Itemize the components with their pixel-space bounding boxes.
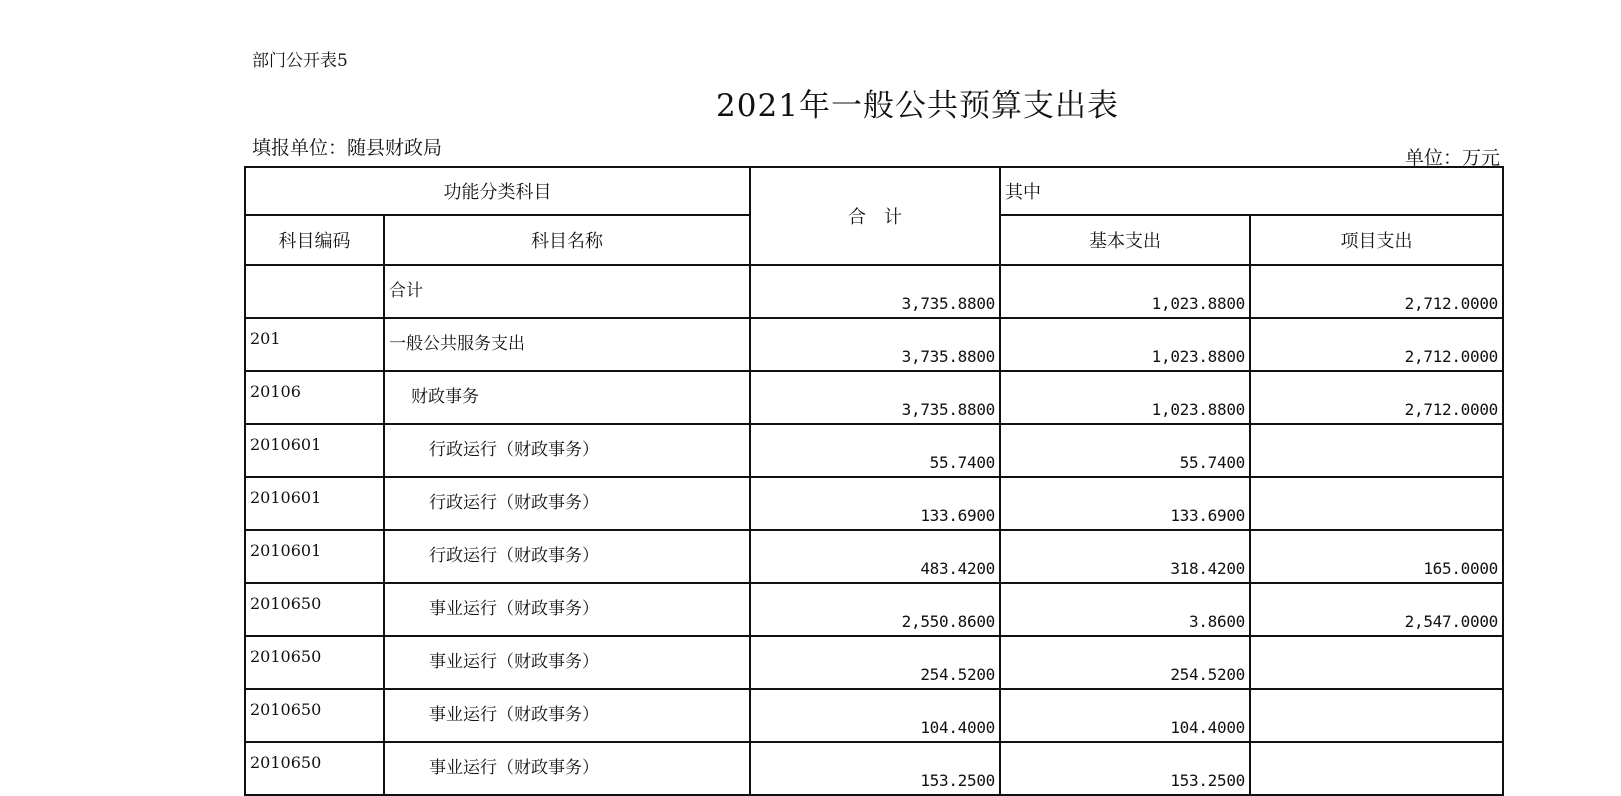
cell-code: 2010650 xyxy=(245,689,384,742)
cell-code: 2010650 xyxy=(245,636,384,689)
cell-total: 55.7400 xyxy=(750,424,1000,477)
cell-basic: 133.6900 xyxy=(1000,477,1250,530)
cell-code xyxy=(245,265,384,318)
cell-code: 2010650 xyxy=(245,742,384,795)
budget-table xyxy=(244,166,1504,796)
cell-basic: 55.7400 xyxy=(1000,424,1250,477)
cell-project: 2,712.0000 xyxy=(1250,318,1503,371)
cell-basic: 318.4200 xyxy=(1000,530,1250,583)
cell-name: 合计 xyxy=(384,265,750,318)
cell-name: 行政运行（财政事务） xyxy=(384,530,750,583)
cell-code: 20106 xyxy=(245,371,384,424)
cell-name: 事业运行（财政事务） xyxy=(384,636,750,689)
reporting-unit: 填报单位：随县财政局 xyxy=(252,137,443,159)
table-row xyxy=(245,265,1503,318)
cell-project: 2,547.0000 xyxy=(1250,583,1503,636)
cell-basic: 1,023.8800 xyxy=(1000,318,1250,371)
cell-total: 483.4200 xyxy=(750,530,1000,583)
cell-name: 财政事务 xyxy=(384,371,750,424)
cell-basic: 1,023.8800 xyxy=(1000,371,1250,424)
cell-total: 3,735.8800 xyxy=(750,265,1000,318)
cell-name: 事业运行（财政事务） xyxy=(384,742,750,795)
cell-code: 2010601 xyxy=(245,530,384,583)
table-row xyxy=(245,318,1503,371)
table-row xyxy=(245,689,1503,742)
header-category: 功能分类科目 xyxy=(245,167,750,215)
header-name: 科目名称 xyxy=(384,215,750,265)
cell-name: 一般公共服务支出 xyxy=(384,318,750,371)
table-row xyxy=(245,636,1503,689)
cell-project: 165.0000 xyxy=(1250,530,1503,583)
header-project: 项目支出 xyxy=(1250,215,1503,265)
table-row xyxy=(245,583,1503,636)
header-basic: 基本支出 xyxy=(1000,215,1250,265)
cell-basic: 1,023.8800 xyxy=(1000,265,1250,318)
header-of-which: 其中 xyxy=(1000,167,1503,215)
cell-total: 3,735.8800 xyxy=(750,371,1000,424)
cell-total: 3,735.8800 xyxy=(750,318,1000,371)
cell-name: 行政运行（财政事务） xyxy=(384,424,750,477)
header-total: 合 计 xyxy=(750,167,1000,265)
cell-name: 事业运行（财政事务） xyxy=(384,689,750,742)
cell-basic: 3.8600 xyxy=(1000,583,1250,636)
cell-code: 2010601 xyxy=(245,477,384,530)
table-row xyxy=(245,742,1503,795)
currency-unit: 单位：万元 xyxy=(1404,147,1500,169)
cell-name: 事业运行（财政事务） xyxy=(384,583,750,636)
cell-code: 2010650 xyxy=(245,583,384,636)
cell-project xyxy=(1250,424,1503,477)
cell-name: 行政运行（财政事务） xyxy=(384,477,750,530)
form-number: 部门公开表5 xyxy=(252,51,348,71)
cell-basic: 153.2500 xyxy=(1000,742,1250,795)
cell-project xyxy=(1250,742,1503,795)
cell-total: 2,550.8600 xyxy=(750,583,1000,636)
cell-project: 2,712.0000 xyxy=(1250,265,1503,318)
cell-project xyxy=(1250,636,1503,689)
cell-total: 104.4000 xyxy=(750,689,1000,742)
table-row xyxy=(245,424,1503,477)
cell-code: 201 xyxy=(245,318,384,371)
cell-total: 153.2500 xyxy=(750,742,1000,795)
cell-total: 133.6900 xyxy=(750,477,1000,530)
cell-basic: 104.4000 xyxy=(1000,689,1250,742)
cell-code: 2010601 xyxy=(245,424,384,477)
cell-project xyxy=(1250,689,1503,742)
table-row xyxy=(245,477,1503,530)
cell-total: 254.5200 xyxy=(750,636,1000,689)
header-row-top xyxy=(245,167,1503,215)
cell-basic: 254.5200 xyxy=(1000,636,1250,689)
page-title: 2021年一般公共预算支出表 xyxy=(716,88,1119,124)
cell-project: 2,712.0000 xyxy=(1250,371,1503,424)
table-row xyxy=(245,371,1503,424)
header-code: 科目编码 xyxy=(245,215,384,265)
cell-project xyxy=(1250,477,1503,530)
table-row xyxy=(245,530,1503,583)
